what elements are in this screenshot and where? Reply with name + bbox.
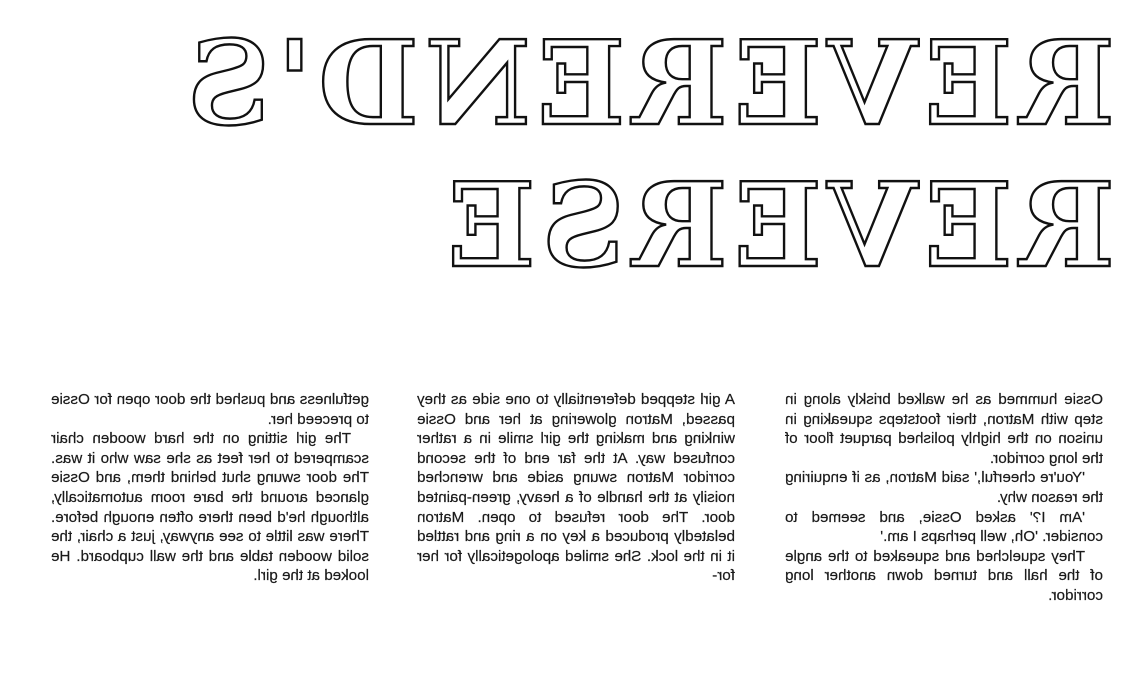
article-column-1 [785,390,1103,690]
paragraph: A girl stepped deferentially to one side as they passed, Matron glowering at her and Ossie winking and making the girl smile in a rather confused way. At the far end of the second corridor Matron swung aside and wrenched noisily at the handle of a heavy, green-painted door. The door refused to open. Matron belatedly produced a key on a ring and rattled it in the lock. She smiled apologetically for her for- [417,391,735,585]
paragraph: getfulness and pushed the door open for Ossie to preceed her. [51,391,369,428]
article-column-2 [417,390,735,690]
paragraph: 'Am I?' asked Ossie, and seemed to consider. 'Oh, well perhaps I am.' [785,508,1103,546]
paragraph: They squelched and squeaked to the angle of the hall and turned down another long corridor. [785,547,1103,604]
paragraph: Ossie hummed as he walked briskly along in step with Matron, their footsteps squeaking in unison on the highly polished parquet floor of the long corridor. [785,391,1103,467]
article-column-3 [51,390,369,690]
headline-line-1: REVEREND'S [181,16,1115,152]
paragraph: The girl sitting on the hard wooden chair scampered to her feet as she saw who it was. The door swung shut behind them, and Ossie glanced around the bare room automatically, although he'd been there often enough before. There was little to see anyway, just a chair, the solid wooden table and the wall cupboard. He looked at the girl. [51,430,369,585]
headline-line-2: REVERSE [441,158,1115,294]
paragraph: 'You're cheerful,' said Matron, as if enquiring the reason why. [785,469,1103,506]
